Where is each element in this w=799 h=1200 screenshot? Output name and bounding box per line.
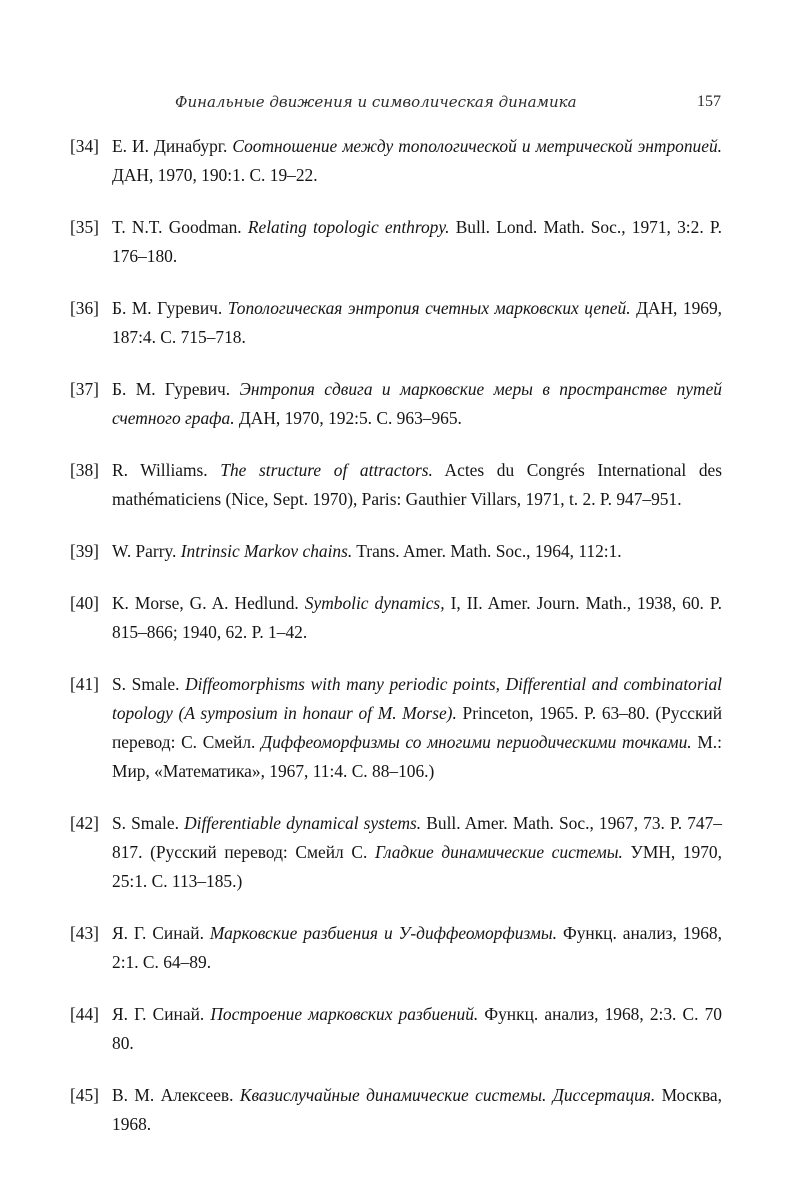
reference-item xyxy=(70,537,722,566)
reference-source: ДАН, 1969, 187:4. С. 715–718. xyxy=(112,298,723,347)
reference-number: [41] xyxy=(70,674,99,694)
reference-title: Энтропия сдвига и марковские меры в пространстве путей счетного графа. xyxy=(112,379,722,428)
reference-title: Relating topologic enthropy. xyxy=(247,217,450,237)
reference-number: [37] xyxy=(70,379,99,399)
reference-translation-title: Диффеоморфизмы со многими периодическими точками. xyxy=(261,732,692,752)
reference-authors: Б. М. Гуревич. xyxy=(112,298,223,318)
reference-title: Differentiable dynamical systems. xyxy=(184,813,422,833)
reference-authors: R. Williams. xyxy=(112,460,208,480)
reference-authors: T. N.T. Goodman. xyxy=(112,217,242,237)
reference-item xyxy=(70,589,722,647)
page-number: 157 xyxy=(697,93,721,110)
reference-title: Квазислучайные динамические системы. Диссертация. xyxy=(239,1085,656,1105)
reference-source: Функц. анализ, 1968, 2:3. С. 70 80. xyxy=(112,1004,722,1053)
reference-authors: K. Morse, G. A. Hedlund. xyxy=(112,593,299,613)
reference-source: ДАН, 1970, 190:1. С. 19–22. xyxy=(112,165,318,185)
reference-item xyxy=(70,809,722,896)
reference-source: Москва, 1968. xyxy=(112,1085,722,1134)
reference-authors: В. М. Алексеев. xyxy=(112,1085,234,1105)
reference-source: Функц. анализ, 1968, 2:1. С. 64–89. xyxy=(112,923,722,972)
reference-item xyxy=(70,375,722,433)
reference-title: Марковские разбиения и У-диффеоморфизмы. xyxy=(209,923,557,943)
reference-source: Princeton, 1965. P. 63–80. (Русский перевод: С. Смейл. xyxy=(112,703,723,752)
reference-item xyxy=(70,294,722,352)
reference-title: Intrinsic Markov chains. xyxy=(180,541,353,561)
reference-number: [38] xyxy=(70,460,99,480)
reference-item xyxy=(70,213,722,271)
reference-item xyxy=(70,670,722,786)
running-title: Финальные движения и символическая динамика xyxy=(175,93,577,111)
reference-number: [43] xyxy=(70,923,99,943)
reference-number: [36] xyxy=(70,298,99,318)
reference-list xyxy=(70,132,722,1162)
reference-number: [40] xyxy=(70,593,99,613)
reference-title: The structure of attractors. xyxy=(220,460,433,480)
reference-title: Symbolic dynamics, xyxy=(304,593,445,613)
reference-translation-title: Гладкие динамические системы. xyxy=(374,842,623,862)
reference-authors: W. Parry. xyxy=(112,541,177,561)
reference-item xyxy=(70,1000,722,1058)
reference-authors: Я. Г. Синай. xyxy=(112,923,204,943)
reference-authors: Б. М. Гуревич. xyxy=(112,379,231,399)
reference-translation-source: М.: Мир, «Математика», 1967, 11:4. С. 88–106.) xyxy=(112,732,722,781)
reference-source: ДАН, 1970, 192:5. С. 963–965. xyxy=(238,408,462,428)
reference-authors: S. Smale. xyxy=(112,813,179,833)
reference-source: Trans. Amer. Math. Soc., 1964, 112:1. xyxy=(356,541,622,561)
reference-authors: Я. Г. Синай. xyxy=(112,1004,205,1024)
reference-source: Actes du Congrés International des mathématiciens (Nice, Sept. 1970), Paris: Gauthier Villars, 1971, t. 2. P. 947–951. xyxy=(112,460,723,509)
reference-number: [39] xyxy=(70,541,99,561)
reference-source: Bull. Amer. Math. Soc., 1967, 73. P. 747–817. (Русский перевод: Смейл С. xyxy=(112,813,722,862)
reference-title: Diffeomorphisms with many periodic points, Differential and combinatorial topology (A symposium in honaur of M. Morse). xyxy=(112,674,722,723)
page-header xyxy=(0,93,799,117)
reference-authors: S. Smale. xyxy=(112,674,180,694)
reference-source: I, II. Amer. Journ. Math., 1938, 60. P. 815–866; 1940, 62. P. 1–42. xyxy=(112,593,722,642)
reference-item xyxy=(70,1081,722,1139)
reference-item xyxy=(70,919,722,977)
reference-number: [35] xyxy=(70,217,99,237)
reference-source: Bull. Lond. Math. Soc., 1971, 3:2. P. 176–180. xyxy=(112,217,722,266)
reference-number: [42] xyxy=(70,813,99,833)
reference-number: [44] xyxy=(70,1004,99,1024)
reference-title: Соотношение между топологической и метрической энтропией. xyxy=(232,136,722,156)
reference-title: Построение марковских разбиений. xyxy=(210,1004,479,1024)
reference-number: [45] xyxy=(70,1085,99,1105)
reference-authors: Е. И. Динабург. xyxy=(112,136,228,156)
reference-number: [34] xyxy=(70,136,99,156)
reference-item xyxy=(70,132,722,190)
reference-title: Топологическая энтропия счетных марковских цепей. xyxy=(227,298,631,318)
reference-item xyxy=(70,456,722,514)
reference-translation-source: УМН, 1970, 25:1. С. 113–185.) xyxy=(112,842,722,891)
